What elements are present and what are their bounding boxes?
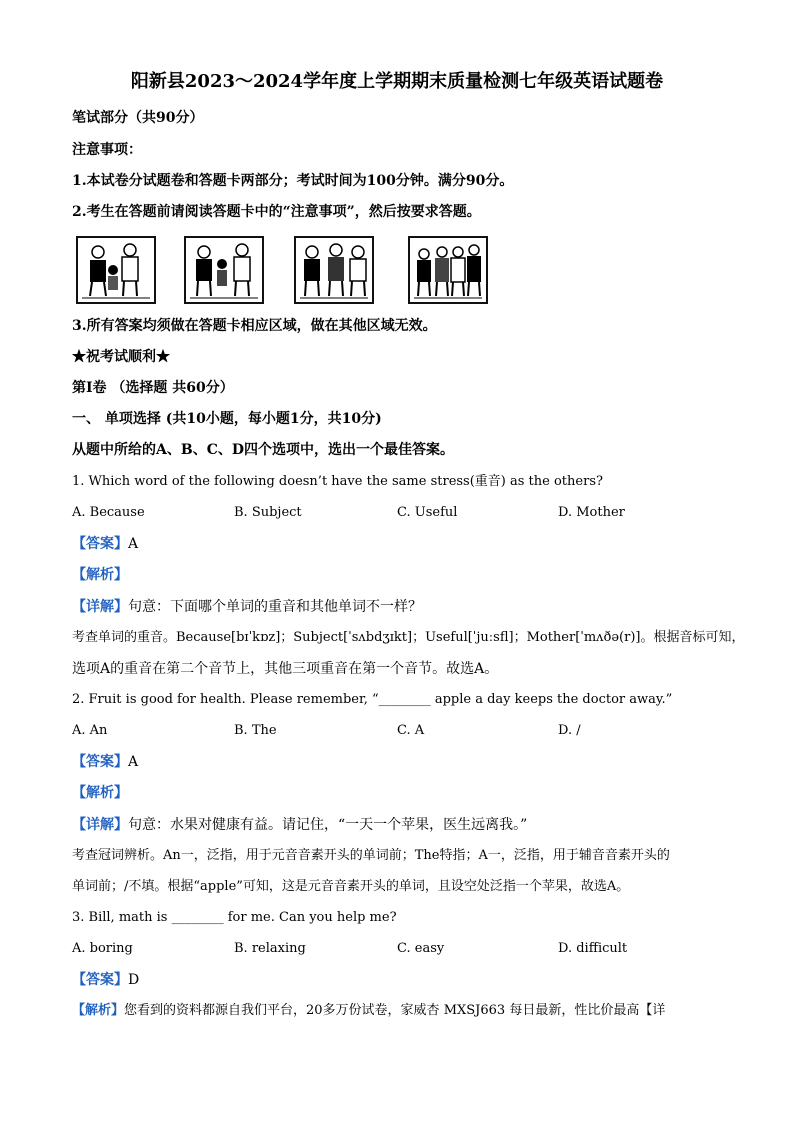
section-written: 笔试部分（共90分） [72,110,204,126]
people-figures-icon [186,238,262,302]
instruction-line: 从题中所给的A、B、C、D四个选项中，选出一个最佳答案。 [72,442,454,458]
question-2-answer: 【答案】A [72,754,139,770]
question-1-explain-2: 选项A的重音在第二个音节上，其他三项重音在第一个音节。故选A。 [72,661,499,677]
question-1-stem: 1. Which word of the following doesn’t have the same stress(重音) as the others? [72,474,603,489]
option-c: C. easy [397,941,445,956]
question-2-analysis-label: 【解析】 [72,785,128,801]
option-d: D. Mother [558,505,625,520]
question-3-analysis: 【解析】您看到的资料都源自我们平台，20多万份试卷，家威杏 MXSJ663 每日最新，性比价最高【详 [72,1003,666,1018]
people-figures-icon [296,238,372,302]
notice-item-1: 1.本试卷分试题卷和答题卡两部分；考试时间为100分钟。满分90分。 [72,173,514,189]
part-heading: 一、 单项选择 (共10小题，每小题1分，共10分) [72,411,382,427]
question-2-stem: 2. Fruit is good for health. Please remember, “________ apple a day keeps the doctor away.” [72,692,673,707]
option-d: D. difficult [558,941,628,956]
question-1-detail: 【详解】句意：下面哪个单词的重音和其他单词不一样？ [72,599,422,615]
notice-heading: 注意事项： [72,142,142,158]
option-b: B. relaxing [234,941,306,956]
volume-heading: 第I卷 （选择题 共60分） [72,380,234,396]
good-luck-line: ★祝考试顺利★ [72,349,170,365]
question-2-explain-1: 考查冠词辨析。An一，泛指，用于元音音素开头的单词前；The特指；A一，泛指，用于辅音音素开头的 [72,848,670,863]
page-title: 阳新县2023～2024学年度上学期期末质量检测七年级英语试题卷 [130,71,664,92]
question-1-explain-1: 考查单词的重音。Because[bɪˈkɒz]；Subject[ˈsʌbdʒɪkt]；Useful[ˈjuːsfl]；Mother[ˈmʌðə(r)]。根据音标可知， [72,630,745,645]
people-figures-icon [410,238,486,302]
illustration-panel-3 [294,236,374,304]
question-3-stem: 3. Bill, math is ________ for me. Can you help me? [72,910,397,925]
option-d: D. / [558,723,581,738]
illustration-strip [76,236,496,304]
notice-item-3: 3.所有答案均须做在答题卡相应区域，做在其他区域无效。 [72,318,437,334]
question-1-answer: 【答案】A [72,536,139,552]
option-b: B. Subject [234,505,302,520]
question-1-analysis-label: 【解析】 [72,567,128,583]
option-c: C. A [397,723,425,738]
question-3-answer: 【答案】D [72,972,140,988]
option-c: C. Useful [397,505,458,520]
notice-item-2: 2.考生在答题前请阅读答题卡中的“注意事项”，然后按要求答题。 [72,204,481,220]
people-figures-icon [78,238,154,302]
option-b: B. The [234,723,277,738]
question-2-detail: 【详解】句意：水果对健康有益。请记住，“一天一个苹果，医生远离我。” [72,817,528,833]
illustration-panel-2 [184,236,264,304]
option-a: A. boring [72,941,133,956]
illustration-panel-4 [408,236,488,304]
question-2-explain-2: 单词前；/不填。根据“apple”可知，这是元音音素开头的单词，且设空处泛指一个苹果，故选A。 [72,879,630,894]
illustration-panel-1 [76,236,156,304]
option-a: A. An [72,723,108,738]
option-a: A. Because [72,505,145,520]
